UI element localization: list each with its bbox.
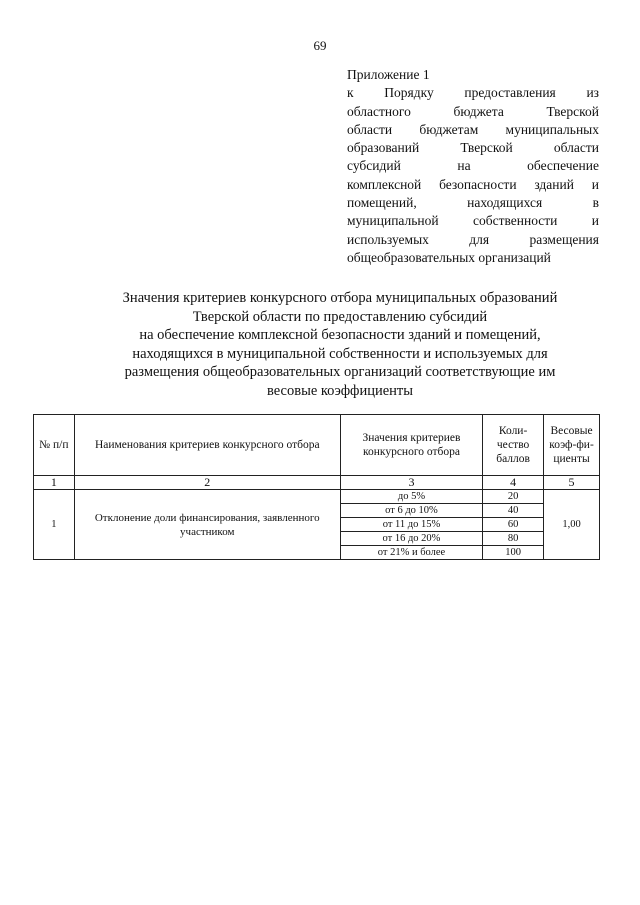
heading-line: находящихся в муниципальной собственности и используемых для	[132, 345, 548, 362]
criterion-points: 40	[483, 504, 544, 518]
header-name: Наименования критериев конкурсного отбора	[74, 415, 340, 476]
column-number: 5	[544, 476, 600, 490]
heading-line: на обеспечение комплексной безопасности зданий и помещений,	[139, 327, 541, 344]
row-num: 1	[34, 490, 75, 560]
appendix-line: общеобразовательных организаций	[347, 249, 551, 265]
criterion-value: от 6 до 10%	[340, 504, 482, 518]
appendix-line: Приложение 1	[347, 67, 430, 82]
appendix-line: помещений, находящихся в	[347, 195, 599, 211]
document-heading	[60, 289, 620, 401]
header-weight: Весовые коэф-фи-циенты	[544, 415, 600, 476]
column-number: 3	[340, 476, 482, 490]
header-points: Коли-чество баллов	[483, 415, 544, 476]
heading-line: весовые коэффициенты	[266, 382, 414, 399]
appendix-line: муниципальной собственности и	[347, 213, 599, 229]
appendix-line: используемых для размещения	[347, 231, 599, 247]
criterion-name: Отклонение доли финансирования, заявленного участником	[74, 490, 340, 560]
criterion-value: от 21% и более	[340, 546, 482, 560]
appendix-line: к Порядку предоставления из	[347, 85, 599, 101]
appendix-line: субсидий на обеспечение	[347, 158, 599, 174]
criterion-points: 60	[483, 518, 544, 532]
header-values: Значения критериев конкурсного отбора	[340, 415, 482, 476]
appendix-line: области бюджетам муниципальных	[347, 121, 599, 137]
header-num: № п/п	[34, 415, 75, 476]
appendix-line: образований Тверской области	[347, 140, 599, 156]
page-number: 69	[313, 38, 327, 53]
table-row	[34, 490, 600, 504]
criterion-points: 100	[483, 546, 544, 560]
appendix-line: комплексной безопасности зданий и	[347, 176, 599, 192]
column-number-row	[34, 476, 600, 490]
table-header-row	[34, 415, 600, 476]
column-number: 4	[483, 476, 544, 490]
criterion-value: до 5%	[340, 490, 482, 504]
criterion-weight: 1,00	[544, 490, 600, 560]
column-number: 2	[74, 476, 340, 490]
criteria-table	[33, 414, 600, 560]
appendix-line: областного бюджета Тверской	[347, 103, 599, 119]
heading-line: Тверской области по предоставлению субсидий	[192, 308, 488, 325]
heading-line: Значения критериев конкурсного отбора муниципальных образований	[122, 290, 558, 306]
appendix-block	[347, 66, 599, 267]
column-number: 1	[34, 476, 75, 490]
criterion-points: 20	[483, 490, 544, 504]
heading-line: размещения общеобразовательных организаций соответствующие им	[124, 364, 556, 381]
criterion-value: от 11 до 15%	[340, 518, 482, 532]
criterion-value: от 16 до 20%	[340, 532, 482, 546]
criterion-points: 80	[483, 532, 544, 546]
